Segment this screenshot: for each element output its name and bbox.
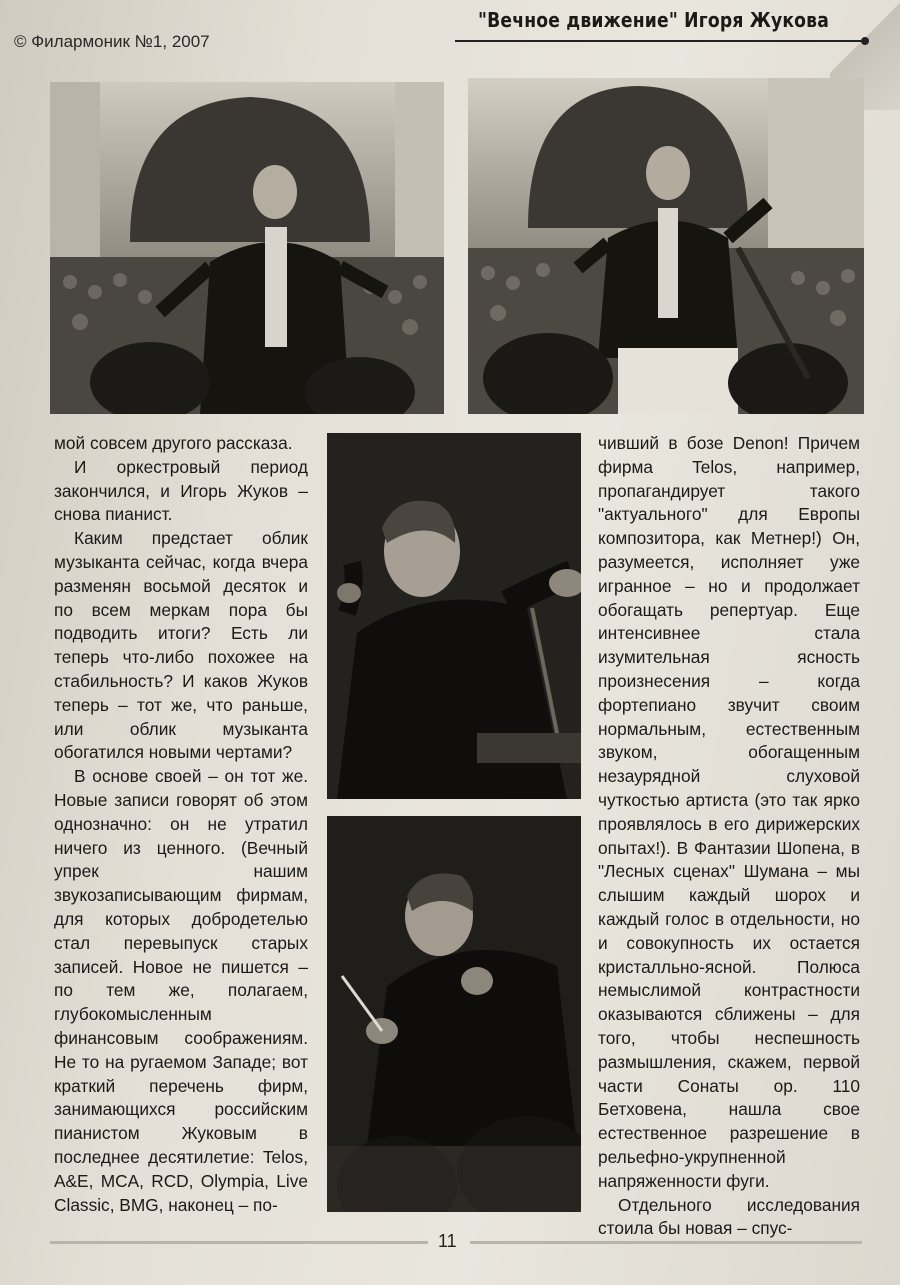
photo-conductor-portrait-upper bbox=[327, 433, 581, 799]
photo-conductor-portrait-lower bbox=[327, 816, 581, 1212]
text-column-right bbox=[598, 432, 860, 1241]
paragraph: Каким предстает облик музыканта сейчас, когда вчера разменян восьмой десяток и по всем меркам пора бы подводить итоги? Есть ли теперь что-либо похожее на стабильность? И каков Жуков теперь – тот же, что раньше, или облик музыканта обогатился новыми чертами? bbox=[54, 528, 308, 763]
paragraph: Отдельного исследования стоила бы новая – спус- bbox=[598, 1194, 860, 1239]
footer-rule-left bbox=[50, 1241, 428, 1244]
copyright-line: © Филармоник №1, 2007 bbox=[14, 32, 210, 51]
photo-conductor-hall-left bbox=[50, 82, 444, 414]
paragraph: В основе своей – он тот же. Новые записи говорят об этом однозначно: он не утратил ничего из ценного. (Вечный упрек нашим звукозаписывающим фирмам, для которых добродетелью стал перевыпуск старых записей. Новое не пишется – по тем же, полагаем, глубокомысленным финансовым соображениям. Не то на ругаемом Западе; вот краткий перечень фирм, занимающихся российским пианистом Жуковым в последнее десятилетие: Telos, A&E, MCA, RCD, Olympia, Live Classic, BMG, наконец – по- bbox=[54, 766, 308, 1215]
header-rule bbox=[455, 40, 865, 42]
paragraph: чивший в бозе Denon! Причем фирма Telos, например, пропагандирует такого "актуального" для Европы композитора, как Метнер!) Он, разумеется, исполняет уже игранное – но и продолжает обогащать репертуар. Еще интенсивнее стала изумительная ясность произнесения – когда фортепиано звучит своим нормальным, естественным звуком, обогащенным незаурядной слуховой чуткостью артиста (это так ярко проявлялось в его дирижерских опытах!). В Фантазии Шопена, в "Лесных сценах" Шумана – мы слышим каждый шорох и каждый голос в отдельности, но и совокупность их остается кристалльно-ясной. Полюса немыслимой контрастности оказываются сближены – для того, чтобы неспешность размышления, скажем, первой части Сонаты ор. 110 Бетховена, нашла свое естественное разрешение в рельефно-укрупненной напряженности фуги. bbox=[598, 433, 860, 1191]
text-column-left bbox=[54, 432, 308, 1217]
page-number: 11 bbox=[438, 1231, 457, 1251]
paragraph: И оркестровый период закончился, и Игорь Жуков – снова пианист. bbox=[54, 456, 308, 525]
paragraph: мой совсем другого рассказа. bbox=[54, 433, 293, 453]
footer-rule-right bbox=[470, 1241, 862, 1244]
section-title: "Вечное движение" Игоря Жукова bbox=[478, 8, 830, 32]
photo-conductor-hall-right bbox=[468, 78, 864, 414]
